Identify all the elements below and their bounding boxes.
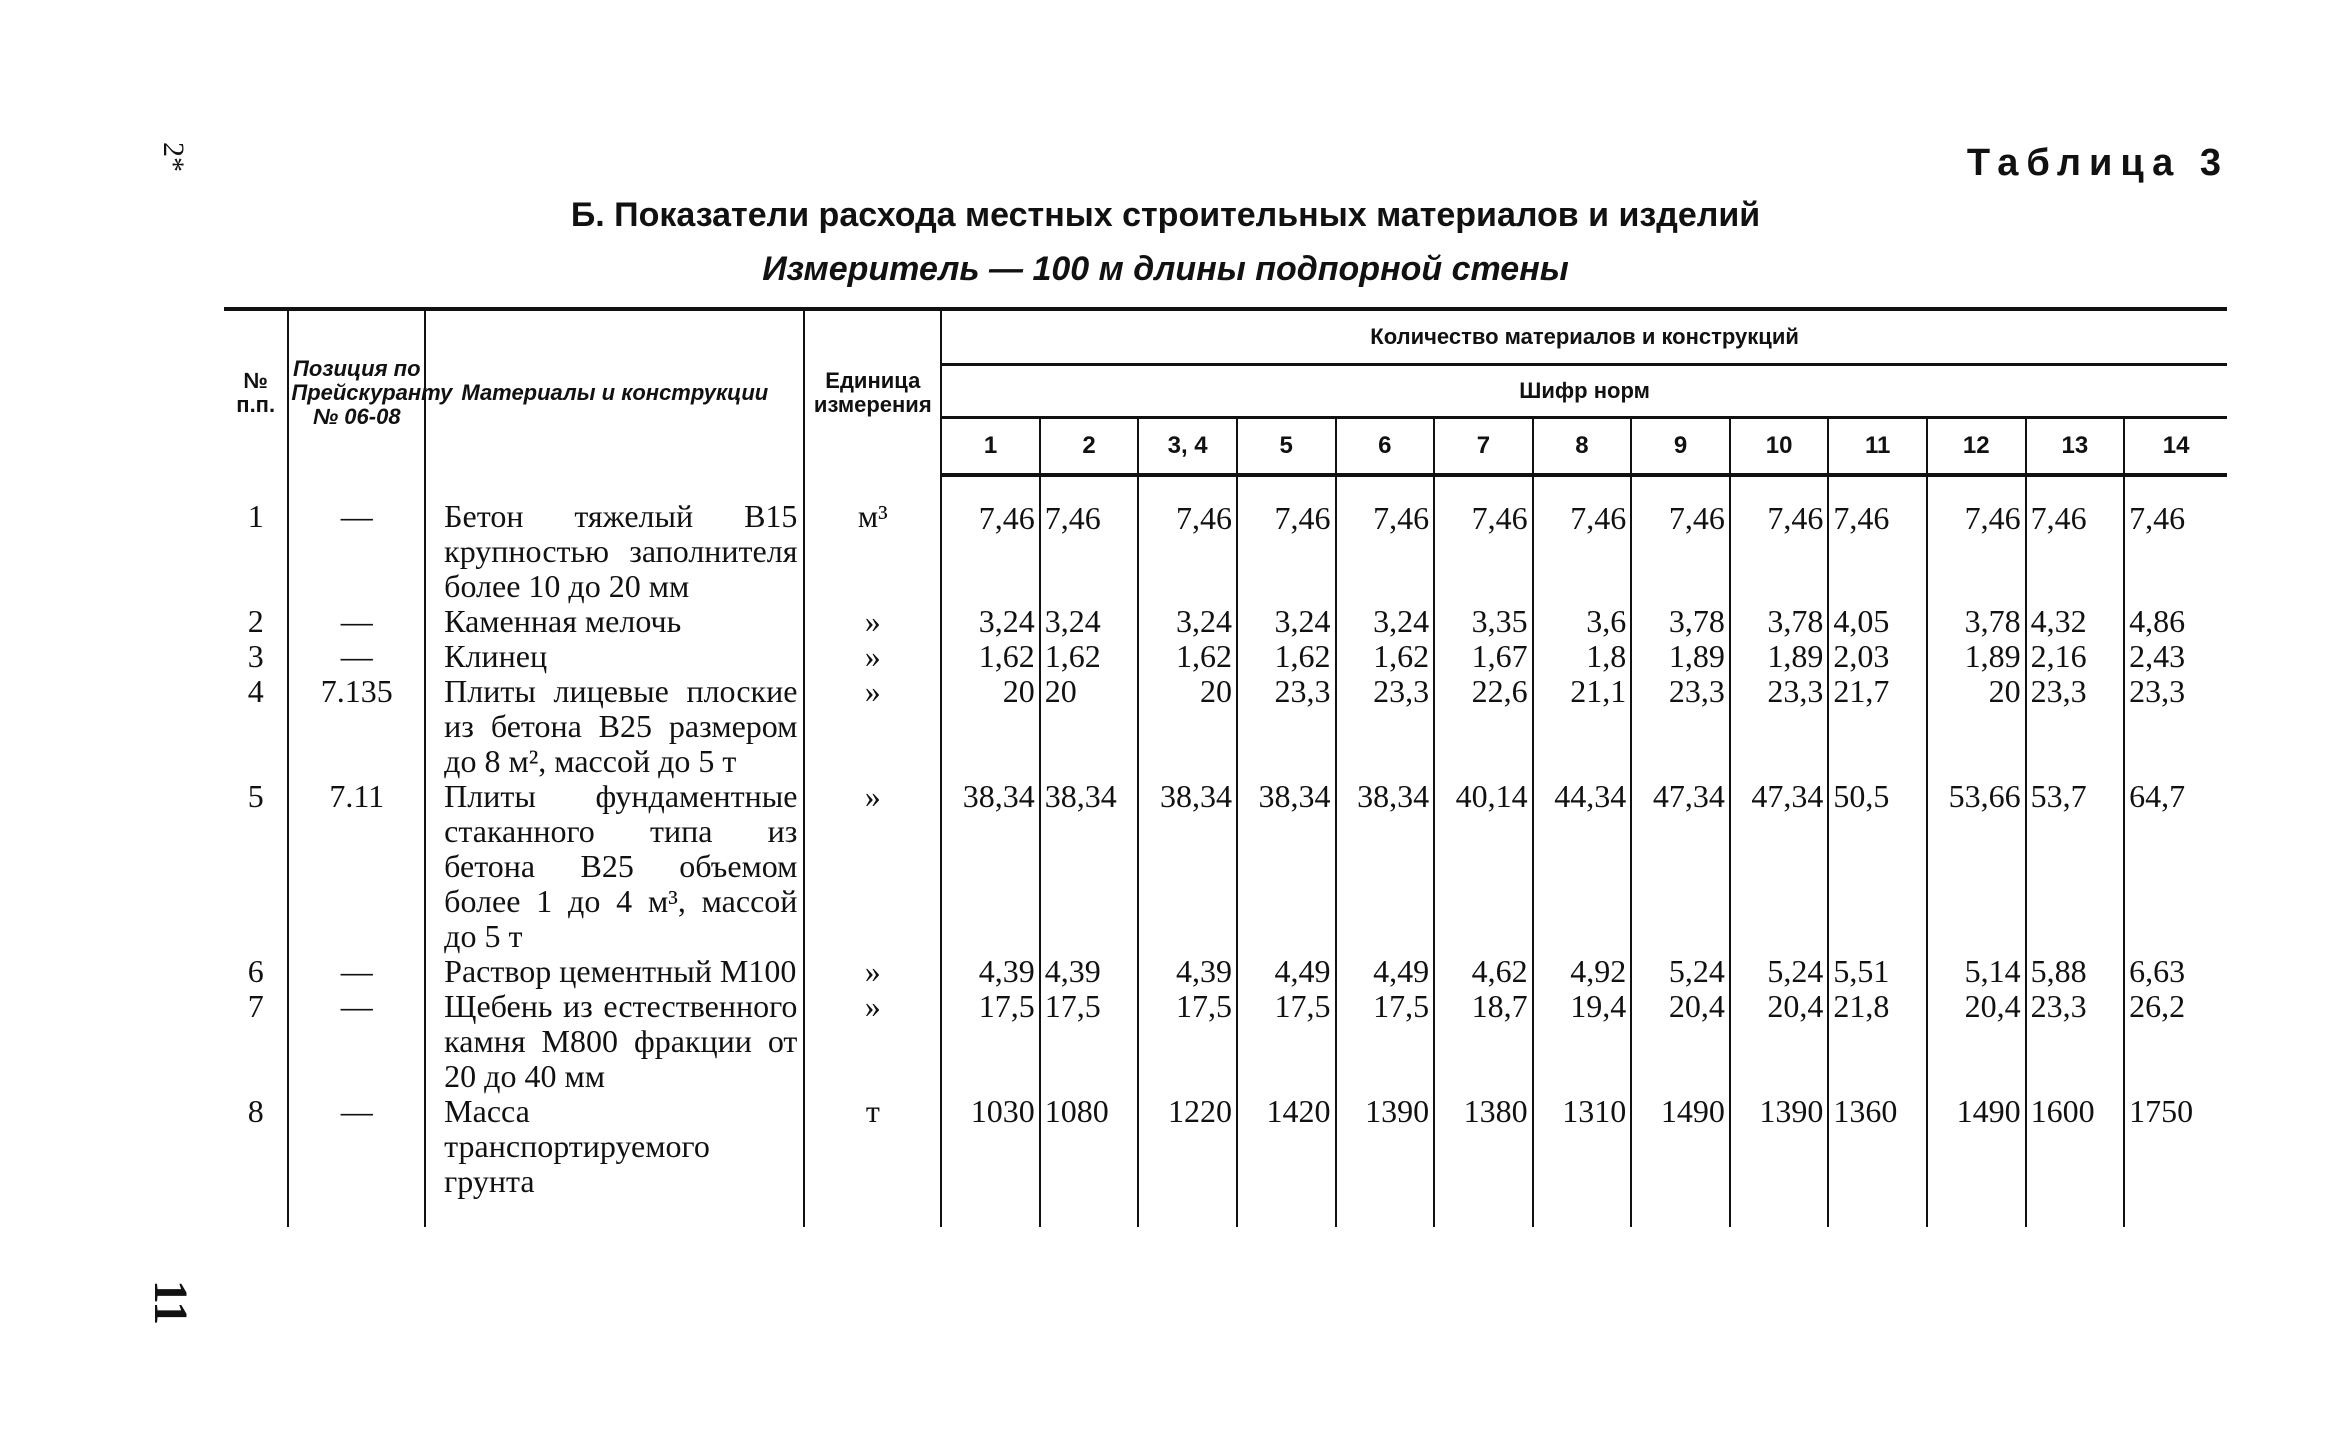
row-value-col-12: 53,7: [2026, 779, 2125, 954]
header-col-14: 14: [2124, 418, 2227, 476]
row-value-col-9: 20,4: [1730, 989, 1829, 1094]
row-number: 7: [224, 989, 288, 1094]
header-col-7: 7: [1434, 418, 1533, 476]
row-number: 1: [224, 475, 288, 604]
row-value-col-10: 21,8: [1828, 989, 1927, 1094]
row-value-col-4: 1420: [1237, 1094, 1336, 1227]
row-number: 8: [224, 1094, 288, 1227]
row-value-col-12: 4,32: [2026, 604, 2125, 639]
row-value-col-4: 3,24: [1237, 604, 1336, 639]
row-material: Плиты лицевые плоские из бетона В25 размером до 8 м², массой до 5 т: [425, 674, 804, 779]
row-value-col-6: 1380: [1434, 1094, 1533, 1227]
row-value-col-5: 1390: [1336, 1094, 1435, 1227]
row-value-col-2: 38,34: [1040, 779, 1139, 954]
header-col-11: 11: [1828, 418, 1927, 476]
row-unit: »: [804, 639, 941, 674]
row-value-col-4: 38,34: [1237, 779, 1336, 954]
row-value-col-1: 3,24: [941, 604, 1040, 639]
row-value-col-2: 1,62: [1040, 639, 1139, 674]
row-value-col-13: 4,86: [2124, 604, 2227, 639]
materials-table: [224, 307, 2227, 1227]
row-value-col-8: 1,89: [1631, 639, 1730, 674]
row-value-col-1: 20: [941, 674, 1040, 779]
header-col-1: 1: [941, 418, 1040, 476]
row-material: Каменная мелочь: [425, 604, 804, 639]
row-value-col-9: 23,3: [1730, 674, 1829, 779]
row-value-col-11: 3,78: [1927, 604, 2026, 639]
row-value-col-2: 3,24: [1040, 604, 1139, 639]
page-side-mark: 2*: [157, 142, 190, 172]
page-number: 11: [144, 1279, 198, 1326]
row-material: Плиты фундаментные стаканного типа из бетона В25 объемом более 1 до 4 м³, массой до 5 т: [425, 779, 804, 954]
row-value-col-3: 3,24: [1138, 604, 1237, 639]
row-value-col-4: 17,5: [1237, 989, 1336, 1094]
row-value-col-10: 7,46: [1828, 475, 1927, 604]
header-quantity: Количество материалов и конструкций: [941, 309, 2227, 365]
row-value-col-9: 1390: [1730, 1094, 1829, 1227]
table-row: [224, 674, 2227, 779]
row-value-col-2: 17,5: [1040, 989, 1139, 1094]
row-value-col-3: 1220: [1138, 1094, 1237, 1227]
row-value-col-6: 40,14: [1434, 779, 1533, 954]
row-value-col-13: 1750: [2124, 1094, 2227, 1227]
row-value-col-9: 3,78: [1730, 604, 1829, 639]
row-value-col-12: 2,16: [2026, 639, 2125, 674]
row-number: 2: [224, 604, 288, 639]
header-position: Позиция по Прейскуранту № 06-08: [288, 309, 425, 475]
row-number: 5: [224, 779, 288, 954]
row-value-col-9: 5,24: [1730, 954, 1829, 989]
row-value-col-11: 5,14: [1927, 954, 2026, 989]
row-value-col-12: 1600: [2026, 1094, 2125, 1227]
row-unit: т: [804, 1094, 941, 1227]
table-row: [224, 779, 2227, 954]
row-value-col-8: 3,78: [1631, 604, 1730, 639]
row-value-col-8: 23,3: [1631, 674, 1730, 779]
row-value-col-4: 7,46: [1237, 475, 1336, 604]
row-value-col-9: 1,89: [1730, 639, 1829, 674]
row-value-col-7: 19,4: [1533, 989, 1632, 1094]
row-value-col-12: 23,3: [2026, 989, 2125, 1094]
row-value-col-10: 21,7: [1828, 674, 1927, 779]
row-value-col-3: 4,39: [1138, 954, 1237, 989]
row-value-col-7: 7,46: [1533, 475, 1632, 604]
row-value-col-4: 4,49: [1237, 954, 1336, 989]
table-row: [224, 1094, 2227, 1227]
header-col-9: 9: [1631, 418, 1730, 476]
row-value-col-3: 38,34: [1138, 779, 1237, 954]
row-value-col-6: 22,6: [1434, 674, 1533, 779]
row-material: Бетон тяжелый В15 крупностью заполнителя более 10 до 20 мм: [425, 475, 804, 604]
row-value-col-1: 1,62: [941, 639, 1040, 674]
row-value-col-3: 1,62: [1138, 639, 1237, 674]
row-position: —: [288, 639, 425, 674]
row-value-col-11: 20,4: [1927, 989, 2026, 1094]
row-value-col-1: 4,39: [941, 954, 1040, 989]
row-unit: »: [804, 604, 941, 639]
row-value-col-12: 23,3: [2026, 674, 2125, 779]
row-value-col-5: 4,49: [1336, 954, 1435, 989]
row-material: Щебень из естественного камня М800 фракции от 20 до 40 мм: [425, 989, 804, 1094]
header-code: Шифр норм: [941, 365, 2227, 418]
row-value-col-4: 1,62: [1237, 639, 1336, 674]
row-material: Масса транспортируемого грунта: [425, 1094, 804, 1227]
header-col-5: 5: [1237, 418, 1336, 476]
row-value-col-12: 5,88: [2026, 954, 2125, 989]
row-value-col-7: 1,8: [1533, 639, 1632, 674]
row-value-col-1: 1030: [941, 1094, 1040, 1227]
header-col-8: 8: [1533, 418, 1632, 476]
document-subtitle: Измеритель — 100 м длины подпорной стены: [762, 250, 1569, 288]
row-value-col-8: 5,24: [1631, 954, 1730, 989]
header-materials: Материалы и конструкции: [425, 309, 804, 475]
header-col-12: 12: [1927, 418, 2026, 476]
row-value-col-9: 7,46: [1730, 475, 1829, 604]
row-position: —: [288, 604, 425, 639]
row-value-col-6: 18,7: [1434, 989, 1533, 1094]
row-value-col-7: 44,34: [1533, 779, 1632, 954]
row-value-col-5: 7,46: [1336, 475, 1435, 604]
row-unit: »: [804, 674, 941, 779]
header-col-2: 2: [1040, 418, 1139, 476]
row-number: 6: [224, 954, 288, 989]
row-material: Клинец: [425, 639, 804, 674]
header-col-6: 6: [1336, 418, 1435, 476]
row-unit: »: [804, 779, 941, 954]
row-value-col-13: 64,7: [2124, 779, 2227, 954]
row-value-col-9: 47,34: [1730, 779, 1829, 954]
row-number: 4: [224, 674, 288, 779]
table-row: [224, 475, 2227, 604]
row-value-col-7: 3,6: [1533, 604, 1632, 639]
row-value-col-6: 7,46: [1434, 475, 1533, 604]
row-value-col-11: 20: [1927, 674, 2026, 779]
row-value-col-6: 4,62: [1434, 954, 1533, 989]
row-value-col-7: 1310: [1533, 1094, 1632, 1227]
header-no: № п.п.: [224, 309, 288, 475]
row-value-col-13: 2,43: [2124, 639, 2227, 674]
row-value-col-13: 7,46: [2124, 475, 2227, 604]
row-value-col-8: 1490: [1631, 1094, 1730, 1227]
table-body: [224, 475, 2227, 1227]
row-value-col-1: 38,34: [941, 779, 1040, 954]
row-unit: м³: [804, 475, 941, 604]
row-position: —: [288, 989, 425, 1094]
row-value-col-8: 7,46: [1631, 475, 1730, 604]
row-value-col-5: 38,34: [1336, 779, 1435, 954]
row-unit: »: [804, 954, 941, 989]
header-col-3-4: 3, 4: [1138, 418, 1237, 476]
row-value-col-2: 7,46: [1040, 475, 1139, 604]
row-value-col-12: 7,46: [2026, 475, 2125, 604]
row-value-col-8: 47,34: [1631, 779, 1730, 954]
row-unit: »: [804, 989, 941, 1094]
header-unit: Единица измерения: [804, 309, 941, 475]
row-number: 3: [224, 639, 288, 674]
row-value-col-2: 4,39: [1040, 954, 1139, 989]
table-row: [224, 639, 2227, 674]
row-value-col-2: 20: [1040, 674, 1139, 779]
header-col-13: 13: [2026, 418, 2125, 476]
row-value-col-7: 21,1: [1533, 674, 1632, 779]
row-position: 7.135: [288, 674, 425, 779]
document-title: Б. Показатели расхода местных строительных материалов и изделий: [570, 196, 1761, 234]
row-value-col-5: 3,24: [1336, 604, 1435, 639]
row-value-col-2: 1080: [1040, 1094, 1139, 1227]
row-value-col-13: 23,3: [2124, 674, 2227, 779]
row-value-col-7: 4,92: [1533, 954, 1632, 989]
row-value-col-3: 20: [1138, 674, 1237, 779]
row-position: —: [288, 1094, 425, 1227]
row-value-col-11: 1,89: [1927, 639, 2026, 674]
row-value-col-5: 17,5: [1336, 989, 1435, 1094]
row-position: —: [288, 475, 425, 604]
row-value-col-11: 7,46: [1927, 475, 2026, 604]
row-value-col-8: 20,4: [1631, 989, 1730, 1094]
table-row: [224, 954, 2227, 989]
row-value-col-6: 3,35: [1434, 604, 1533, 639]
row-value-col-13: 26,2: [2124, 989, 2227, 1094]
row-value-col-10: 2,03: [1828, 639, 1927, 674]
row-value-col-5: 1,62: [1336, 639, 1435, 674]
row-material: Раствор цементный М100: [425, 954, 804, 989]
row-value-col-4: 23,3: [1237, 674, 1336, 779]
row-value-col-10: 5,51: [1828, 954, 1927, 989]
row-value-col-10: 4,05: [1828, 604, 1927, 639]
row-position: —: [288, 954, 425, 989]
table-row: [224, 989, 2227, 1094]
row-position: 7.11: [288, 779, 425, 954]
table-row: [224, 604, 2227, 639]
row-value-col-3: 17,5: [1138, 989, 1237, 1094]
row-value-col-1: 7,46: [941, 475, 1040, 604]
table-label: Таблица 3: [1966, 142, 2229, 184]
row-value-col-3: 7,46: [1138, 475, 1237, 604]
header-col-10: 10: [1730, 418, 1829, 476]
row-value-col-1: 17,5: [941, 989, 1040, 1094]
row-value-col-10: 1360: [1828, 1094, 1927, 1227]
row-value-col-13: 6,63: [2124, 954, 2227, 989]
row-value-col-5: 23,3: [1336, 674, 1435, 779]
materials-table-container: [224, 307, 2227, 1227]
row-value-col-11: 1490: [1927, 1094, 2026, 1227]
row-value-col-6: 1,67: [1434, 639, 1533, 674]
row-value-col-10: 50,5: [1828, 779, 1927, 954]
row-value-col-11: 53,66: [1927, 779, 2026, 954]
